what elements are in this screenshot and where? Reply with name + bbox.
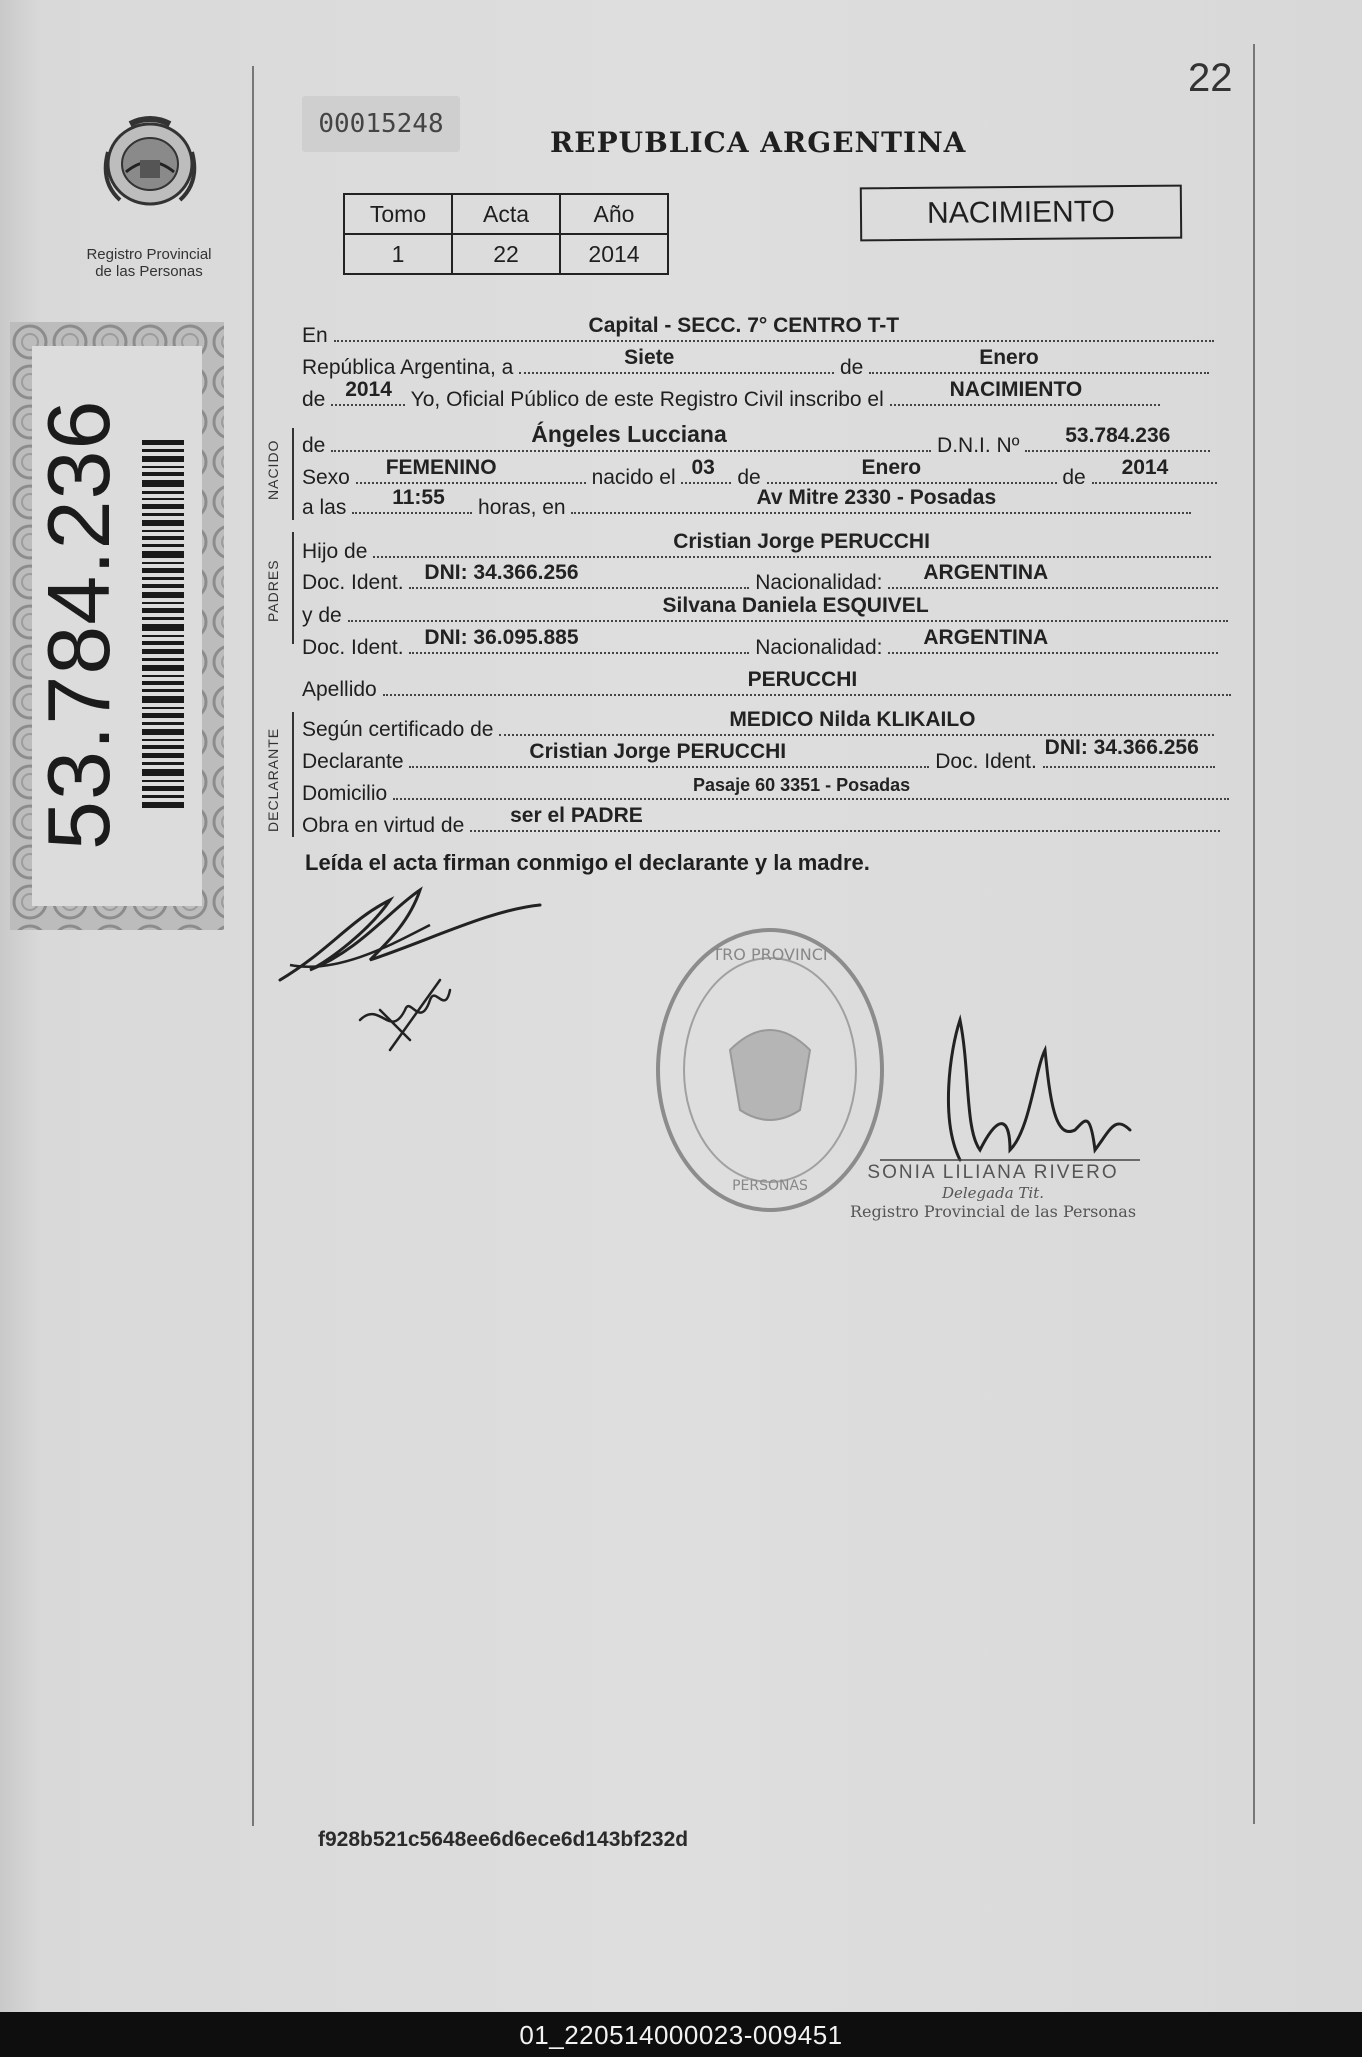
value-birth-year: 2014 (1121, 456, 1169, 479)
svg-text:PERSONAS: PERSONAS (732, 1178, 808, 1194)
label-de-5: de (1062, 466, 1086, 489)
value-apellido: PERUCCHI (747, 668, 858, 691)
mother-signature (350, 970, 460, 1060)
value-father-doc: DNI: 34.366.256 (424, 561, 579, 584)
row-domicilio (302, 776, 1229, 806)
label-yo-oficial: Yo, Oficial Público de este Registro Civil inscribo el (410, 388, 884, 411)
value-domicilio: Pasaje 60 3351 - Posadas (693, 775, 911, 795)
declarante-section-bar (292, 712, 294, 837)
issuer-caption-line1: Registro Provincial (86, 246, 212, 263)
side-label-nacido: NACIDO (265, 439, 281, 500)
label-doc-ident-1: Doc. Ident. (302, 571, 404, 594)
value-declarante: Cristian Jorge PERUCCHI (529, 740, 787, 763)
registry-header-acta: Acta (452, 194, 560, 234)
value-father-nationality: ARGENTINA (923, 561, 1049, 584)
value-declarante-doc: DNI: 34.366.256 (1044, 736, 1199, 759)
registry-table (343, 193, 669, 275)
registry-value-row (344, 234, 668, 274)
label-en: En (302, 324, 328, 347)
label-segun-certificado: Según certificado de (302, 718, 494, 741)
label-nacionalidad-2: Nacionalidad: (755, 636, 883, 659)
value-month: Enero (979, 346, 1039, 369)
row-father-doc (302, 561, 1218, 595)
page-number: 22 (1188, 56, 1233, 100)
label-hijo-de: Hijo de (302, 540, 368, 563)
row-mother-doc (302, 626, 1218, 660)
value-place-of-registration: Capital - SECC. 7° CENTRO T-T (588, 314, 900, 337)
value-birth-day: 03 (691, 456, 715, 479)
row-yo (302, 378, 1160, 412)
value-obra: ser el PADRE (510, 804, 643, 827)
id-number-vertical: 53.784.236 (29, 399, 128, 850)
misiones-coat-of-arms-icon (90, 112, 210, 212)
record-type-box: NACIMIENTO (860, 185, 1182, 242)
row-y-de (302, 594, 1228, 628)
official-signature (860, 1010, 1150, 1170)
label-de-2: de (302, 388, 326, 411)
value-birth-time: 11:55 (392, 486, 445, 509)
row-republica (302, 346, 1209, 380)
value-dni: 53.784.236 (1065, 424, 1171, 447)
label-obra-en-virtud: Obra en virtud de (302, 814, 465, 837)
file-identifier: 01_220514000023-009451 (519, 2020, 843, 2050)
row-obra (302, 804, 1220, 838)
left-margin-rule (252, 66, 254, 1826)
row-declarante (302, 736, 1215, 774)
nacido-section-bar (292, 428, 294, 520)
value-birth-place: Av Mitre 2330 - Posadas (756, 486, 997, 509)
value-certificate: MEDICO Nilda KLIKAILO (729, 708, 976, 731)
label-nacionalidad-1: Nacionalidad: (755, 571, 883, 594)
value-mother-doc: DNI: 36.095.885 (424, 626, 579, 649)
registry-header-anio: Año (560, 194, 668, 234)
official-role: Delegada Tit. (941, 1184, 1045, 1202)
value-year: 2014 (345, 378, 392, 401)
label-dni: D.N.I. Nº (937, 434, 1020, 457)
document-hash: f928b521c5648ee6d6ece6d143bf232d (318, 1828, 689, 1851)
label-apellido: Apellido (302, 678, 377, 701)
padres-section-bar (292, 532, 294, 644)
value-day: Siete (624, 346, 675, 369)
registry-value-anio: 2014 (560, 234, 668, 274)
value-act-type: NACIMIENTO (949, 378, 1083, 401)
label-sexo: Sexo (302, 466, 350, 489)
label-declarante: Declarante (302, 750, 404, 773)
label-doc-ident-3: Doc. Ident. (935, 750, 1037, 773)
label-de-3: de (302, 434, 326, 457)
value-birth-month: Enero (861, 456, 922, 479)
label-republica-argentina: República Argentina, a (302, 356, 514, 379)
issuer-caption-line2: de las Personas (95, 263, 203, 280)
label-a-las: a las (302, 496, 347, 519)
value-mother-name: Silvana Daniela ESQUIVEL (662, 594, 929, 617)
label-domicilio: Domicilio (302, 782, 388, 805)
value-father-name: Cristian Jorge PERUCCHI (673, 530, 930, 553)
registry-value-acta: 22 (452, 234, 560, 274)
barcode (142, 440, 184, 810)
registry-header-tomo: Tomo (344, 194, 452, 234)
side-label-declarante: DECLARANTE (265, 727, 281, 832)
side-label-padres: PADRES (265, 559, 281, 622)
label-de-1: de (840, 356, 864, 379)
right-margin-rule (1253, 44, 1255, 1824)
value-mother-nationality: ARGENTINA (923, 626, 1049, 649)
issuer-caption (74, 246, 224, 280)
row-apellido (302, 668, 1231, 702)
registry-header-row (344, 194, 668, 234)
official-stamp (850, 1162, 1136, 1221)
country-title: REPUBLICA ARGENTINA (550, 126, 967, 159)
row-hijo-de (302, 530, 1211, 564)
label-de-4: de (737, 466, 761, 489)
value-sexo: FEMENINO (385, 456, 497, 479)
serial-number: 00015248 (302, 96, 460, 152)
row-hora (302, 486, 1191, 520)
value-child-name: Ángeles Lucciana (531, 421, 727, 447)
row-nombre (302, 421, 1210, 458)
label-nacido-el: nacido el (591, 466, 676, 489)
closing-statement: Leída el acta firman conmigo el declarante y la madre. (305, 850, 870, 875)
svg-text:TRO PROVINCI: TRO PROVINCI (712, 945, 828, 964)
label-y-de: y de (302, 604, 342, 627)
official-name: SONIA LILIANA RIVERO (867, 1162, 1119, 1183)
official-organization: Registro Provincial de las Personas (850, 1202, 1137, 1221)
registry-value-tomo: 1 (344, 234, 452, 274)
row-en (302, 314, 1214, 348)
label-horas-en: horas, en (478, 496, 566, 519)
label-doc-ident-2: Doc. Ident. (302, 636, 404, 659)
